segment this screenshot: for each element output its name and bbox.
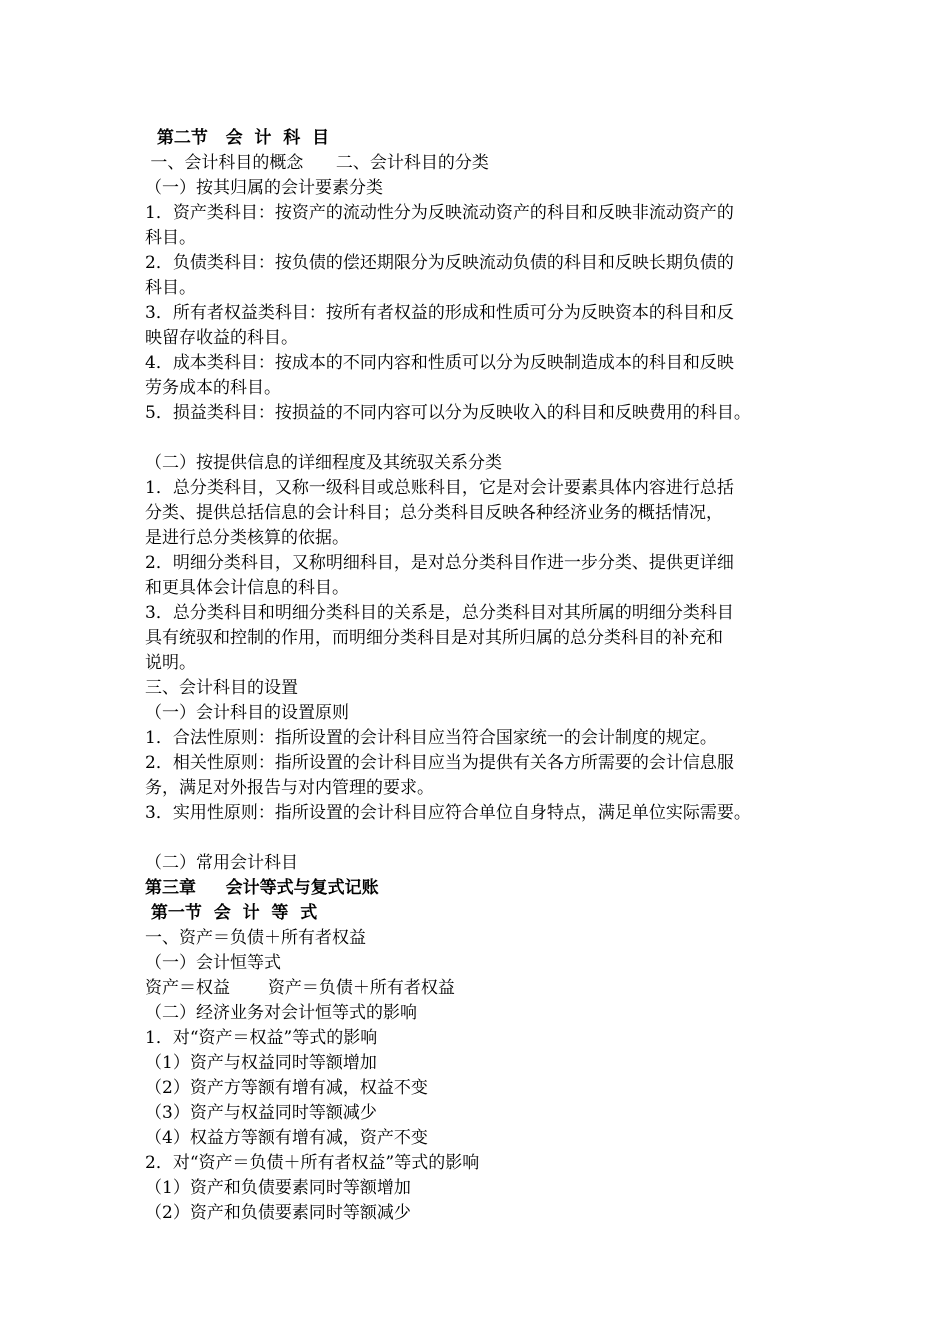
subheading: （二）常用会计科目 (145, 853, 298, 873)
subheading: （二）经济业务对会计恒等式的影响 (145, 1003, 417, 1023)
list-item: （1）资产与权益同时等额增加 (145, 1053, 377, 1073)
subheading: （一）按其归属的会计要素分类 (145, 178, 383, 198)
paragraph-line: 是进行总分类核算的依据。 (145, 528, 349, 548)
paragraph-line: 务，满足对外报告与对内管理的要求。 (145, 778, 434, 798)
paragraph-line: 说明。 (145, 653, 196, 673)
paragraph-line: 5．损益类科目：按损益的不同内容可以分为反映收入的科目和反映费用的科目。 (145, 403, 751, 423)
paragraph-line: 2．相关性原则：指所设置的会计科目应当为提供有关各方所需要的会计信息服 (145, 753, 734, 773)
list-item: （1）资产和负债要素同时等额增加 (145, 1178, 411, 1198)
paragraph-line: 和更具体会计信息的科目。 (145, 578, 349, 598)
paragraph-line: 4．成本类科目：按成本的不同内容和性质可以分为反映制造成本的科目和反映 (145, 353, 734, 373)
subheading: （一）会计科目的设置原则 (145, 703, 349, 723)
subheading: （二）按提供信息的详细程度及其统驭关系分类 (145, 453, 502, 473)
subheading: 一、会计科目的概念 二、会计科目的分类 (145, 153, 489, 173)
subheading: 三、会计科目的设置 (145, 678, 298, 698)
chapter-heading: 第三章 会计等式与复式记账 (145, 878, 379, 898)
paragraph-line: 1．对“资产＝权益”等式的影响 (145, 1028, 378, 1048)
paragraph-line: 科目。 (145, 278, 196, 298)
section-heading: 第二节 会 计 科 目 (145, 128, 330, 148)
paragraph-line: 劳务成本的科目。 (145, 378, 281, 398)
list-item: （2）资产和负债要素同时等额减少 (145, 1203, 411, 1223)
paragraph-line: 2．明细分类科目，又称明细科目，是对总分类科目作进一步分类、提供更详细 (145, 553, 734, 573)
section-heading: 第一节 会 计 等 式 (145, 903, 318, 923)
paragraph-line: 3．总分类科目和明细分类科目的关系是，总分类科目对其所属的明细分类科目 (145, 603, 734, 623)
list-item: （2）资产方等额有增有减，权益不变 (145, 1078, 428, 1098)
paragraph-line: 1．合法性原则：指所设置的会计科目应当符合国家统一的会计制度的规定。 (145, 728, 717, 748)
paragraph-line: 3．所有者权益类科目：按所有者权益的形成和性质可分为反映资本的科目和反 (145, 303, 734, 323)
paragraph-line: 分类、提供总括信息的会计科目；总分类科目反映各种经济业务的概括情况， (145, 503, 723, 523)
paragraph-line: 2．对“资产＝负债＋所有者权益”等式的影响 (145, 1153, 480, 1173)
subheading: 一、资产＝负债＋所有者权益 (145, 928, 366, 948)
paragraph-line: 1．总分类科目，又称一级科目或总账科目，它是对会计要素具体内容进行总括 (145, 478, 734, 498)
list-item: （3）资产与权益同时等额减少 (145, 1103, 377, 1123)
paragraph-line: 科目。 (145, 228, 196, 248)
paragraph-line: 2．负债类科目：按负债的偿还期限分为反映流动负债的科目和反映长期负债的 (145, 253, 734, 273)
list-item: （4）权益方等额有增有减，资产不变 (145, 1128, 428, 1148)
paragraph-line: 具有统驭和控制的作用，而明细分类科目是对其所归属的总分类科目的补充和 (145, 628, 723, 648)
subheading: （一）会计恒等式 (145, 953, 281, 973)
paragraph-line: 资产＝权益 资产＝负债＋所有者权益 (145, 978, 455, 998)
paragraph-line: 映留存收益的科目。 (145, 328, 298, 348)
paragraph-line: 3．实用性原则：指所设置的会计科目应符合单位自身特点，满足单位实际需要。 (145, 803, 751, 823)
paragraph-line: 1．资产类科目：按资产的流动性分为反映流动资产的科目和反映非流动资产的 (145, 203, 734, 223)
